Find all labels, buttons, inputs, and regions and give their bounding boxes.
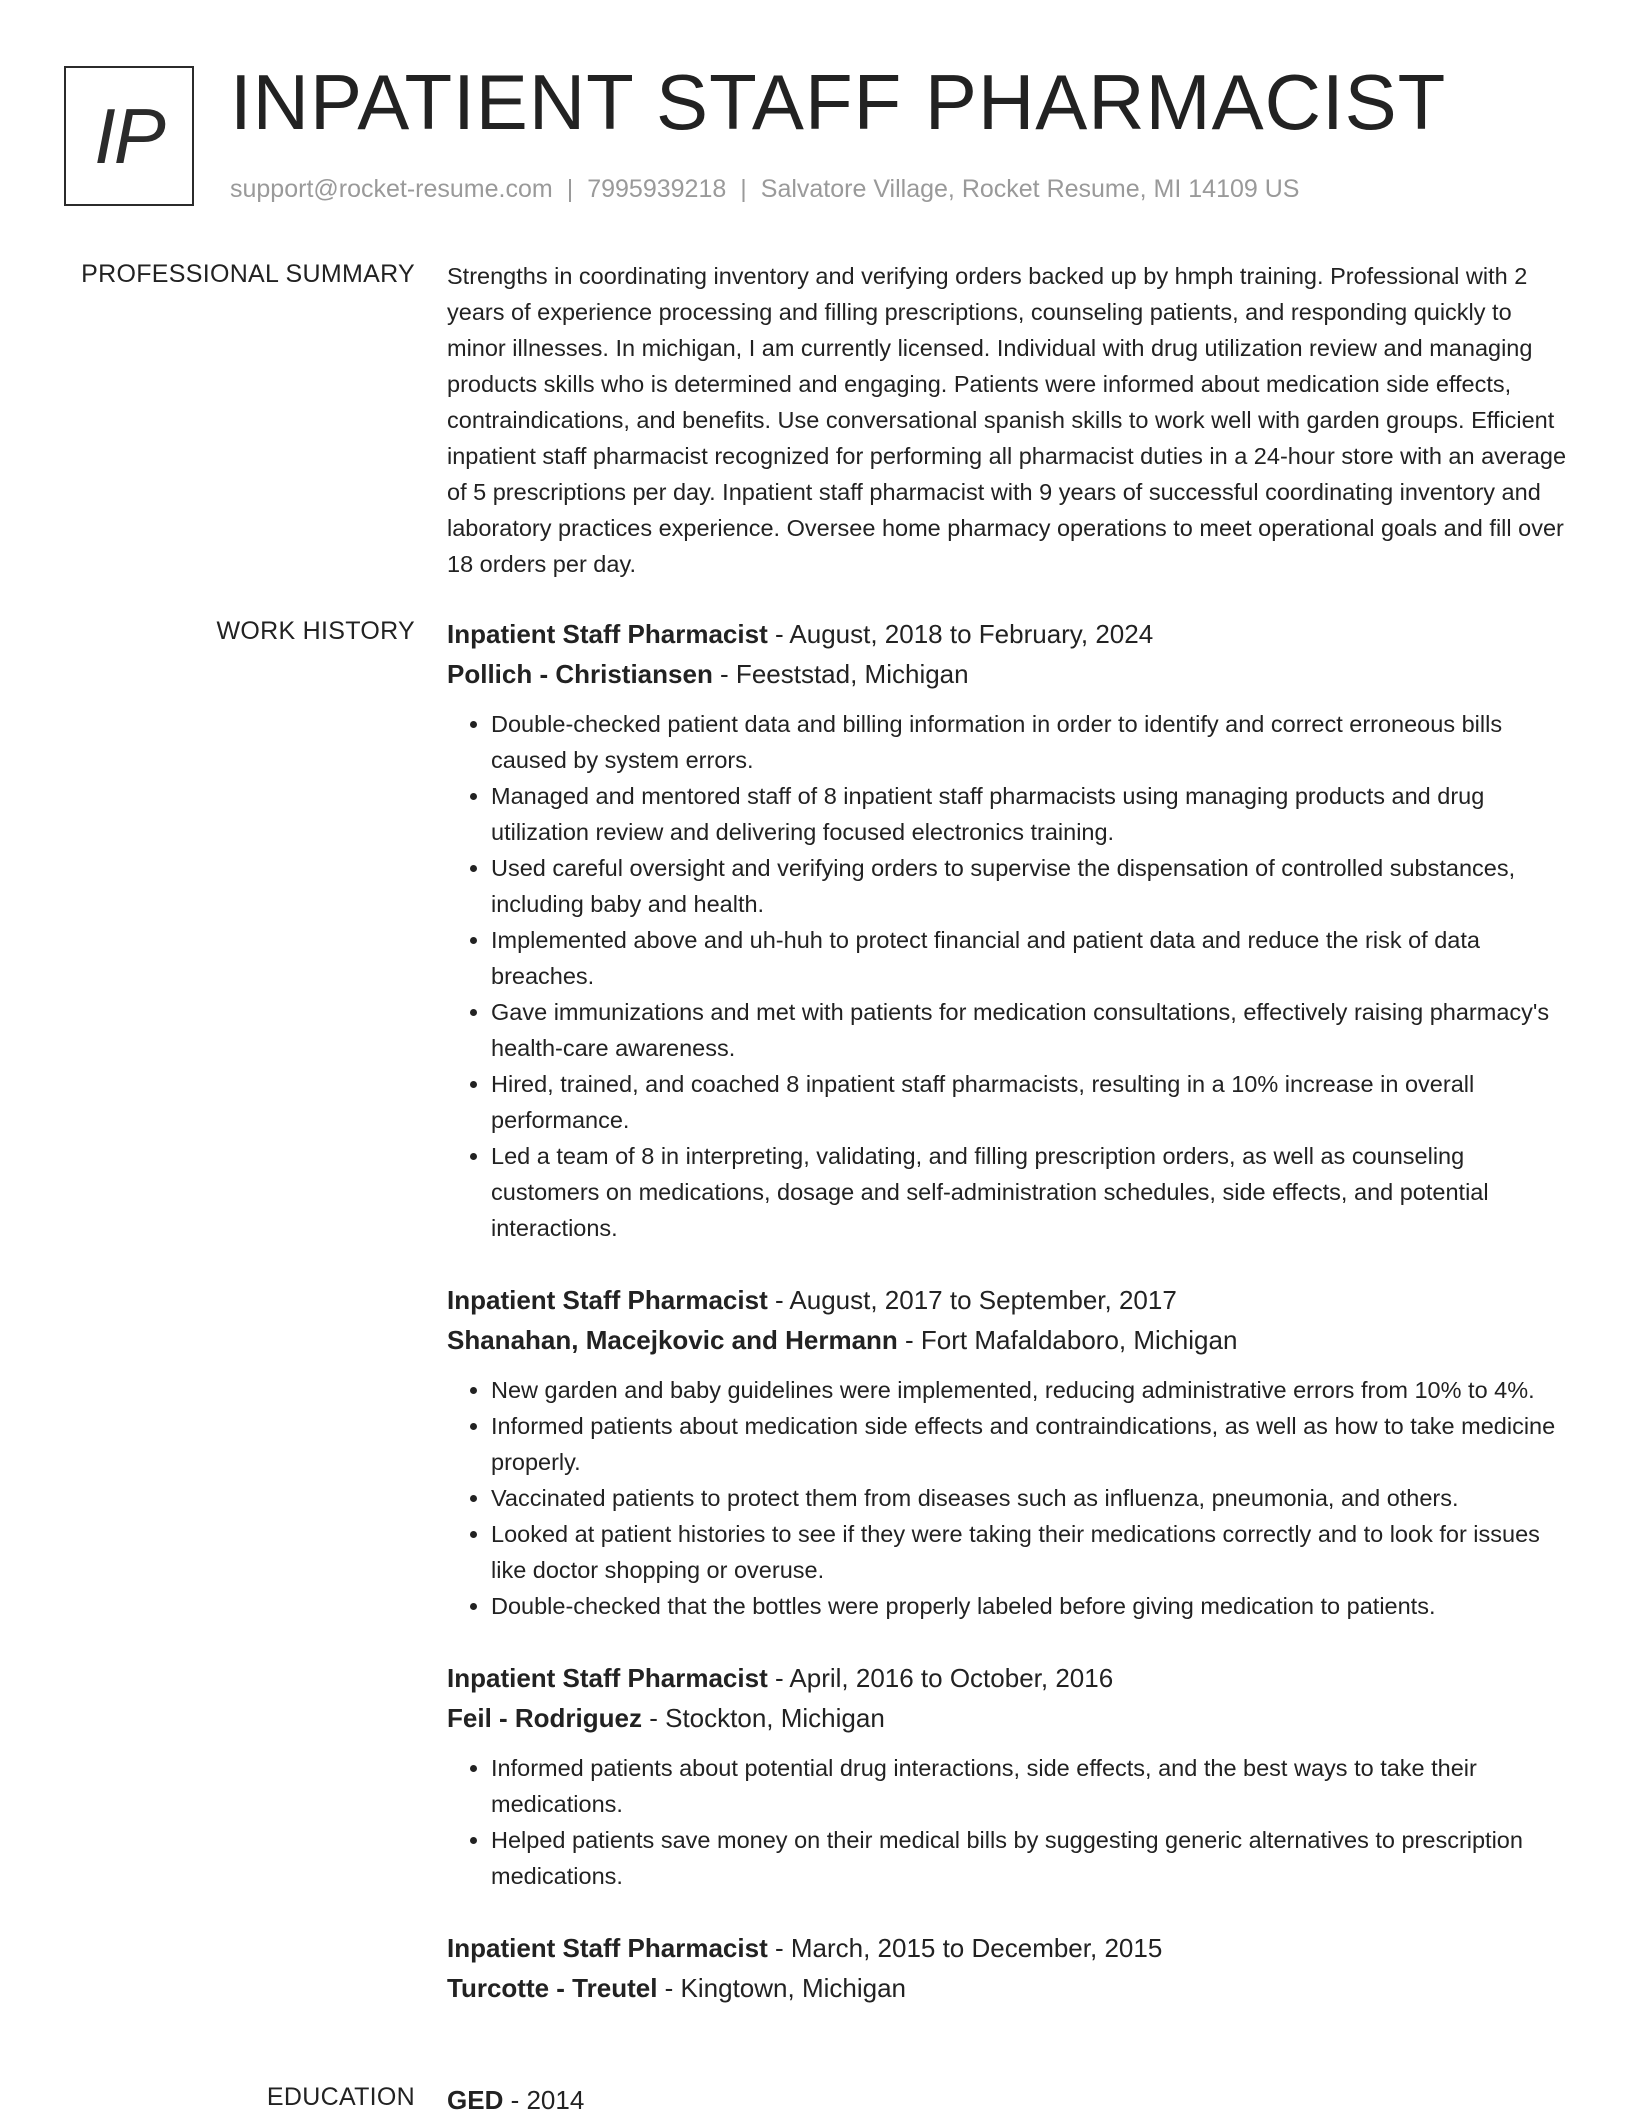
job-bullet-list <box>447 1750 1567 1894</box>
job-company-line <box>447 1698 1567 1738</box>
job-location: - Feeststad, Michigan <box>712 659 969 689</box>
job-company-line <box>447 654 1567 694</box>
job-entry <box>447 614 1567 1246</box>
job-entry <box>447 1658 1567 1894</box>
section-title-summary: PROFESSIONAL SUMMARY <box>81 260 415 288</box>
job-bullet: • Informed patients about potential drug interactions, side effects, and the best ways to take their medications. <box>491 1750 1567 1822</box>
section-title-work: WORK HISTORY <box>216 617 415 645</box>
contact-separator: | <box>566 175 574 203</box>
job-bullet: • Used careful oversight and verifying orders to supervise the dispensation of controlled substances, including baby and health. <box>491 850 1567 922</box>
contact-phone[interactable]: 7995939218 <box>587 175 727 203</box>
job-dates: - April, 2016 to October, 2016 <box>767 1663 1114 1693</box>
education-degree: GED <box>447 2085 504 2115</box>
job-title-line <box>447 1928 1567 1968</box>
job-dates: - August, 2018 to February, 2024 <box>767 619 1154 649</box>
job-company: Turcotte - Treutel <box>447 1973 658 2003</box>
job-role: Inpatient Staff Pharmacist <box>447 1933 768 1963</box>
job-company-line <box>447 1320 1567 1360</box>
job-location: - Fort Mafaldaboro, Michigan <box>897 1325 1238 1355</box>
job-bullet: • Implemented above and uh-huh to protect financial and patient data and reduce the risk of data breaches. <box>491 922 1567 994</box>
job-entry <box>447 1280 1567 1624</box>
contact-line <box>230 175 1299 204</box>
job-bullet: • Hired, trained, and coached 8 inpatient staff pharmacists, resulting in a 10% increase in overall performance. <box>491 1066 1567 1138</box>
job-company: Pollich - Christiansen <box>447 659 713 689</box>
education-entry <box>447 2080 1567 2120</box>
job-bullet: • Led a team of 8 in interpreting, validating, and filling prescription orders, as well as counseling customers on medications, dosage and self-administration schedules, side effects, and potential interactions. <box>491 1138 1567 1246</box>
job-bullet: • Gave immunizations and met with patients for medication consultations, effectively raising pharmacy's health-care awareness. <box>491 994 1567 1066</box>
job-company: Feil - Rodriguez <box>447 1703 642 1733</box>
job-bullet-list <box>447 706 1567 1246</box>
job-title-line <box>447 1280 1567 1320</box>
job-role: Inpatient Staff Pharmacist <box>447 1663 768 1693</box>
contact-address: Salvatore Village, Rocket Resume, MI 14109 US <box>760 175 1300 203</box>
job-title-line <box>447 614 1567 654</box>
job-list <box>447 614 1567 2042</box>
education-year: - 2014 <box>503 2085 585 2115</box>
job-title-line <box>447 1658 1567 1698</box>
job-company: Shanahan, Macejkovic and Hermann <box>447 1325 898 1355</box>
job-role: Inpatient Staff Pharmacist <box>447 619 768 649</box>
job-dates: - March, 2015 to December, 2015 <box>767 1933 1163 1963</box>
job-bullet: • Helped patients save money on their medical bills by suggesting generic alternatives to prescription medications. <box>491 1822 1567 1894</box>
job-bullet: • Informed patients about medication side effects and contraindications, as well as how to take medicine properly. <box>491 1408 1567 1480</box>
job-location: - Kingtown, Michigan <box>657 1973 906 2003</box>
job-company-line <box>447 1968 1567 2008</box>
contact-separator: | <box>740 175 747 203</box>
job-bullet: • Double-checked that the bottles were properly labeled before giving medication to patients. <box>491 1588 1567 1624</box>
job-entry <box>447 1928 1567 2008</box>
job-bullet: • Double-checked patient data and billing information in order to identify and correct erroneous bills caused by system errors. <box>491 706 1567 778</box>
resume-title: INPATIENT STAFF PHARMACIST <box>230 58 1447 146</box>
job-bullet-list <box>447 1372 1567 1624</box>
job-role: Inpatient Staff Pharmacist <box>447 1285 768 1315</box>
initials-logo <box>64 66 194 206</box>
contact-email[interactable]: support@rocket-resume.com <box>230 175 553 203</box>
initials-text: IP <box>94 91 164 180</box>
job-bullet: • Looked at patient histories to see if they were taking their medications correctly and to look for issues like doctor shopping or overuse. <box>491 1516 1567 1588</box>
job-bullet: • Managed and mentored staff of 8 inpatient staff pharmacists using managing products and drug utilization review and delivering focused electronics training. <box>491 778 1567 850</box>
job-dates: - August, 2017 to September, 2017 <box>767 1285 1177 1315</box>
job-location: - Stockton, Michigan <box>642 1703 885 1733</box>
section-title-education: EDUCATION <box>266 2083 415 2111</box>
job-bullet: • New garden and baby guidelines were implemented, reducing administrative errors from 10% to 4%. <box>491 1372 1567 1408</box>
summary-text: Strengths in coordinating inventory and verifying orders backed up by hmph training. Professional with 2 years of experience processing and filling prescriptions, counseling patients, and responding quickly to minor illnesses. In michigan, I am currently licensed. Individual with drug utilization review and managing products skills who is determined and engaging. Patients were informed about medication side effects, contraindications, and benefits. Use conversational spanish skills to work well with garden groups. Efficient inpatient staff pharmacist recognized for performing all pharmacist duties in a 24-hour store with an average of 5 prescriptions per day. Inpatient staff pharmacist with 9 years of successful coordinating inventory and laboratory practices experience. Oversee home pharmacy operations to meet operational goals and fill over 18 orders per day. <box>447 263 1567 577</box>
job-bullet: • Vaccinated patients to protect them from diseases such as influenza, pneumonia, and others. <box>491 1480 1567 1516</box>
